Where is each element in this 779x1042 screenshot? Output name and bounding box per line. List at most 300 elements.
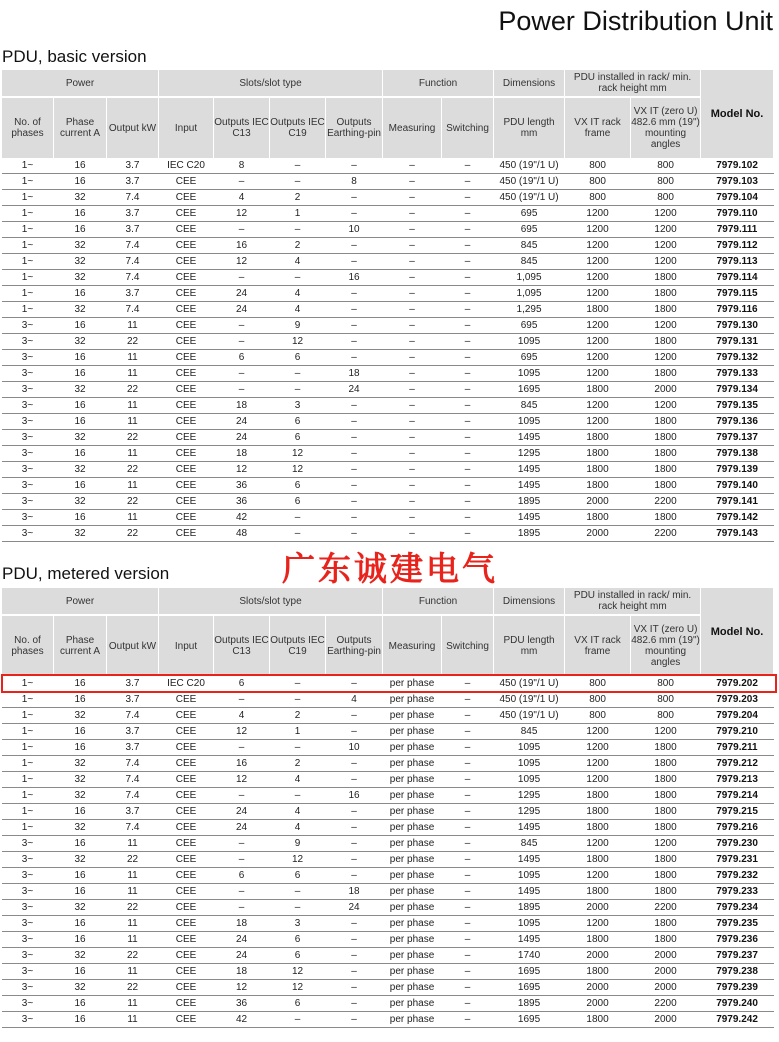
table-row xyxy=(2,174,774,190)
table-cell: 8 xyxy=(214,158,270,174)
model-number-cell: 7979.113 xyxy=(701,254,774,270)
table-cell: 1~ xyxy=(2,676,54,692)
table-cell: CEE xyxy=(159,900,214,916)
table-cell: – xyxy=(326,302,383,318)
vx-zero-column-header: VX IT (zero U) 482.6 mm (19") mounting angles xyxy=(631,615,701,676)
table-cell: – xyxy=(442,932,494,948)
table-cell: – xyxy=(383,238,442,254)
table-cell: – xyxy=(326,494,383,510)
table-cell: – xyxy=(270,510,326,526)
table-cell: 695 xyxy=(494,206,565,222)
table-cell: 24 xyxy=(214,414,270,430)
table-cell: 2000 xyxy=(631,382,701,398)
table-cell: – xyxy=(214,270,270,286)
table-cell: 32 xyxy=(54,772,107,788)
table-cell: 3~ xyxy=(2,430,54,446)
table-cell: 16 xyxy=(54,286,107,302)
table-row xyxy=(2,804,774,820)
table-cell: 1200 xyxy=(565,868,631,884)
table-cell: 1200 xyxy=(565,772,631,788)
rack-group-header: PDU installed in rack/ min. rack height mm xyxy=(565,588,701,615)
table-cell: – xyxy=(442,510,494,526)
table-cell: CEE xyxy=(159,884,214,900)
model-number-cell: 7979.143 xyxy=(701,526,774,542)
table-cell: CEE xyxy=(159,286,214,302)
table-cell: 1800 xyxy=(565,1012,631,1028)
table-cell: – xyxy=(383,446,442,462)
table-cell: CEE xyxy=(159,478,214,494)
table-cell: 4 xyxy=(270,286,326,302)
table-cell: 1200 xyxy=(631,350,701,366)
table-cell: 16 xyxy=(54,932,107,948)
table-cell: – xyxy=(214,366,270,382)
table-cell: 1200 xyxy=(565,254,631,270)
model-number-cell: 7979.216 xyxy=(701,820,774,836)
table-cell: CEE xyxy=(159,868,214,884)
model-number-cell: 7979.210 xyxy=(701,724,774,740)
table-cell: 16 xyxy=(54,222,107,238)
table-cell: 800 xyxy=(565,676,631,692)
table-cell: 1800 xyxy=(565,788,631,804)
table-cell: 11 xyxy=(107,350,159,366)
table-cell: 1~ xyxy=(2,820,54,836)
table-cell: – xyxy=(442,740,494,756)
metered-version-table xyxy=(1,588,774,1028)
table-cell: CEE xyxy=(159,238,214,254)
table-cell: – xyxy=(442,318,494,334)
table-cell: – xyxy=(326,478,383,494)
table-cell: per phase xyxy=(383,852,442,868)
table-cell: 800 xyxy=(631,676,701,692)
table-cell: 12 xyxy=(214,772,270,788)
table-row xyxy=(2,836,774,852)
table-cell: CEE xyxy=(159,772,214,788)
table-cell: 3 xyxy=(270,916,326,932)
table-cell: 12 xyxy=(270,334,326,350)
table-cell: 22 xyxy=(107,852,159,868)
power-group-header: Power xyxy=(2,70,159,97)
table-cell: 1,095 xyxy=(494,270,565,286)
table-cell: CEE xyxy=(159,366,214,382)
power-group-header: Power xyxy=(2,588,159,615)
table-cell: 18 xyxy=(326,884,383,900)
output-column-header: Output kW xyxy=(107,615,159,676)
table-cell: 3~ xyxy=(2,900,54,916)
model-number-cell: 7979.238 xyxy=(701,964,774,980)
table-cell: 3~ xyxy=(2,462,54,478)
table-cell: 16 xyxy=(54,510,107,526)
table-cell: 32 xyxy=(54,708,107,724)
table-cell: – xyxy=(442,772,494,788)
table-cell: 450 (19"/1 U) xyxy=(494,692,565,708)
table-cell: – xyxy=(442,756,494,772)
model-number-cell: 7979.103 xyxy=(701,174,774,190)
table-cell: 16 xyxy=(54,318,107,334)
table-cell: – xyxy=(326,238,383,254)
table-cell: 1200 xyxy=(565,724,631,740)
table-cell: CEE xyxy=(159,382,214,398)
model-number-cell: 7979.231 xyxy=(701,852,774,868)
table-cell: 11 xyxy=(107,478,159,494)
document-title: Power Distribution Unit xyxy=(498,6,773,36)
model-number-cell: 7979.133 xyxy=(701,366,774,382)
table-cell: 11 xyxy=(107,884,159,900)
table-row xyxy=(2,398,774,414)
table-cell: CEE xyxy=(159,916,214,932)
table-cell: 11 xyxy=(107,916,159,932)
model-number-cell: 7979.239 xyxy=(701,980,774,996)
table-cell: 24 xyxy=(214,302,270,318)
table-cell: – xyxy=(326,916,383,932)
table-cell: – xyxy=(326,206,383,222)
table-cell: 1~ xyxy=(2,724,54,740)
table-cell: IEC C20 xyxy=(159,676,214,692)
table-row xyxy=(2,494,774,510)
table-cell: 11 xyxy=(107,932,159,948)
table-cell: per phase xyxy=(383,932,442,948)
table-cell: – xyxy=(270,788,326,804)
table-cell: 695 xyxy=(494,222,565,238)
table-cell: 2200 xyxy=(631,494,701,510)
table-cell: 450 (19"/1 U) xyxy=(494,676,565,692)
table-cell: 1800 xyxy=(565,852,631,868)
table-cell: 1495 xyxy=(494,462,565,478)
table-cell: 32 xyxy=(54,254,107,270)
table-row xyxy=(2,430,774,446)
model-number-cell: 7979.237 xyxy=(701,948,774,964)
table-cell: – xyxy=(326,350,383,366)
table-cell: 1895 xyxy=(494,526,565,542)
table-cell: – xyxy=(442,174,494,190)
table-cell: per phase xyxy=(383,724,442,740)
table-cell: CEE xyxy=(159,222,214,238)
table-cell: CEE xyxy=(159,206,214,222)
table-cell: 1~ xyxy=(2,174,54,190)
table-cell: 1200 xyxy=(565,398,631,414)
table-cell: CEE xyxy=(159,302,214,318)
table-cell: 3.7 xyxy=(107,174,159,190)
table-row xyxy=(2,414,774,430)
table-cell: 2000 xyxy=(565,996,631,1012)
measuring-column-header: Measuring xyxy=(383,615,442,676)
table-cell: 16 xyxy=(54,916,107,932)
table-cell: 6 xyxy=(270,996,326,1012)
table-cell: 12 xyxy=(214,980,270,996)
table-cell: – xyxy=(442,254,494,270)
table-cell: – xyxy=(442,350,494,366)
table-cell: – xyxy=(442,724,494,740)
table-cell: 1200 xyxy=(565,740,631,756)
table-cell: 845 xyxy=(494,724,565,740)
table-cell: – xyxy=(326,772,383,788)
table-cell: – xyxy=(214,382,270,398)
table-cell: 1~ xyxy=(2,772,54,788)
table-cell: 1800 xyxy=(565,302,631,318)
table-cell: 2 xyxy=(270,708,326,724)
table-cell: – xyxy=(442,676,494,692)
table-cell: CEE xyxy=(159,398,214,414)
table-cell: 1295 xyxy=(494,788,565,804)
model-number-cell: 7979.204 xyxy=(701,708,774,724)
table-cell: 16 xyxy=(54,676,107,692)
table-cell: 1200 xyxy=(565,318,631,334)
table-cell: 695 xyxy=(494,318,565,334)
table-cell: – xyxy=(442,708,494,724)
table-cell: 2000 xyxy=(565,980,631,996)
table-cell: – xyxy=(214,852,270,868)
table-cell: 9 xyxy=(270,836,326,852)
table-row xyxy=(2,788,774,804)
table-cell: – xyxy=(326,254,383,270)
table-cell: CEE xyxy=(159,788,214,804)
table-cell: – xyxy=(383,222,442,238)
table-cell: 3.7 xyxy=(107,286,159,302)
table-cell: – xyxy=(442,414,494,430)
model-number-cell: 7979.134 xyxy=(701,382,774,398)
table-cell: 2000 xyxy=(631,964,701,980)
table-cell: 11 xyxy=(107,964,159,980)
table-cell: 24 xyxy=(326,382,383,398)
table-row xyxy=(2,996,774,1012)
table-cell: CEE xyxy=(159,964,214,980)
table-cell: 1~ xyxy=(2,804,54,820)
vx-frame-column-header: VX IT rack frame xyxy=(565,97,631,158)
table-cell: – xyxy=(383,254,442,270)
table-cell: – xyxy=(442,430,494,446)
table-cell: 3~ xyxy=(2,1012,54,1028)
table-cell: 2200 xyxy=(631,526,701,542)
table-cell: 32 xyxy=(54,526,107,542)
table-cell: – xyxy=(214,174,270,190)
table-cell: per phase xyxy=(383,1012,442,1028)
table-cell: 12 xyxy=(270,964,326,980)
table-cell: 12 xyxy=(214,254,270,270)
table-cell: CEE xyxy=(159,270,214,286)
table-cell: – xyxy=(326,836,383,852)
table-cell: 12 xyxy=(270,462,326,478)
table-cell: 16 xyxy=(54,478,107,494)
table-cell: 1200 xyxy=(565,350,631,366)
table-cell: 16 xyxy=(54,174,107,190)
table-cell: 800 xyxy=(565,174,631,190)
table-cell: per phase xyxy=(383,868,442,884)
model-number-cell: 7979.236 xyxy=(701,932,774,948)
table-cell: 16 xyxy=(54,868,107,884)
table-cell: 4 xyxy=(214,708,270,724)
table-cell: – xyxy=(270,382,326,398)
table-cell: 2000 xyxy=(565,948,631,964)
table-cell: CEE xyxy=(159,852,214,868)
model-number-cell: 7979.138 xyxy=(701,446,774,462)
table-cell: 1~ xyxy=(2,692,54,708)
model-number-cell: 7979.215 xyxy=(701,804,774,820)
table-row xyxy=(2,222,774,238)
table-cell: 845 xyxy=(494,398,565,414)
table-cell: 800 xyxy=(631,708,701,724)
table-cell: 1~ xyxy=(2,740,54,756)
table-cell: – xyxy=(270,158,326,174)
table-cell: 7.4 xyxy=(107,254,159,270)
table-cell: 450 (19"/1 U) xyxy=(494,190,565,206)
table-cell: 42 xyxy=(214,1012,270,1028)
table-cell: 24 xyxy=(214,286,270,302)
table-cell: 4 xyxy=(270,820,326,836)
table-cell: per phase xyxy=(383,820,442,836)
table-cell: – xyxy=(442,462,494,478)
table-cell: per phase xyxy=(383,676,442,692)
table-cell: 6 xyxy=(270,478,326,494)
table-cell: 32 xyxy=(54,756,107,772)
switching-column-header: Switching xyxy=(442,97,494,158)
table-cell: 1200 xyxy=(565,366,631,382)
table-cell: CEE xyxy=(159,494,214,510)
table-cell: – xyxy=(442,788,494,804)
table-cell: 6 xyxy=(270,430,326,446)
table-cell: – xyxy=(442,884,494,900)
model-number-cell: 7979.142 xyxy=(701,510,774,526)
table-cell: – xyxy=(270,884,326,900)
table-row xyxy=(2,318,774,334)
table-cell: CEE xyxy=(159,526,214,542)
table-cell: 22 xyxy=(107,526,159,542)
table-cell: 1800 xyxy=(631,286,701,302)
table-cell: – xyxy=(270,1012,326,1028)
table-cell: CEE xyxy=(159,462,214,478)
table-cell: 1800 xyxy=(565,510,631,526)
table-cell: 845 xyxy=(494,254,565,270)
table-cell: – xyxy=(442,980,494,996)
model-number-cell: 7979.242 xyxy=(701,1012,774,1028)
metered-section-title: PDU, metered version xyxy=(2,564,170,583)
table-cell: – xyxy=(442,446,494,462)
table-cell: 3~ xyxy=(2,852,54,868)
table-cell: CEE xyxy=(159,996,214,1012)
table-cell: 3~ xyxy=(2,350,54,366)
table-cell: – xyxy=(214,836,270,852)
table-row xyxy=(2,206,774,222)
table-cell: 450 (19"/1 U) xyxy=(494,708,565,724)
table-cell: – xyxy=(442,804,494,820)
table-cell: 3~ xyxy=(2,414,54,430)
table-cell: – xyxy=(326,820,383,836)
table-cell: 1800 xyxy=(631,334,701,350)
table-cell: 4 xyxy=(326,692,383,708)
table-row xyxy=(2,900,774,916)
table-cell: 3.7 xyxy=(107,158,159,174)
phases-column-header: No. of phases xyxy=(2,97,54,158)
table-cell: 1740 xyxy=(494,948,565,964)
table-cell: 1~ xyxy=(2,158,54,174)
table-cell: per phase xyxy=(383,948,442,964)
table-cell: – xyxy=(442,222,494,238)
table-cell: CEE xyxy=(159,1012,214,1028)
table-cell: – xyxy=(442,334,494,350)
table-cell: – xyxy=(383,478,442,494)
table-cell: 1800 xyxy=(565,884,631,900)
earthing-column-header: Outputs Earthing-pin xyxy=(326,615,383,676)
table-cell: 1~ xyxy=(2,302,54,318)
table-cell: 1895 xyxy=(494,900,565,916)
table-cell: 7.4 xyxy=(107,788,159,804)
table-cell: 2000 xyxy=(631,980,701,996)
table-cell: – xyxy=(442,1012,494,1028)
table-cell: 1800 xyxy=(631,446,701,462)
table-row xyxy=(2,852,774,868)
table-cell: 3~ xyxy=(2,494,54,510)
table-cell: – xyxy=(214,884,270,900)
table-cell: 1800 xyxy=(565,478,631,494)
table-cell: 1495 xyxy=(494,884,565,900)
table-cell: – xyxy=(442,900,494,916)
table-cell: 16 xyxy=(54,996,107,1012)
table-cell: 1895 xyxy=(494,494,565,510)
table-cell: 4 xyxy=(270,302,326,318)
table-cell: – xyxy=(442,270,494,286)
table-cell: CEE xyxy=(159,740,214,756)
table-cell: 3~ xyxy=(2,916,54,932)
table-cell: CEE xyxy=(159,836,214,852)
table-cell: – xyxy=(442,916,494,932)
table-cell: – xyxy=(326,964,383,980)
model-number-cell: 7979.139 xyxy=(701,462,774,478)
table-cell: – xyxy=(270,366,326,382)
table-cell: 1200 xyxy=(631,398,701,414)
table-cell: 36 xyxy=(214,478,270,494)
table-row xyxy=(2,446,774,462)
slots-group-header: Slots/slot type xyxy=(159,588,383,615)
table-cell: 1800 xyxy=(631,772,701,788)
table-cell: – xyxy=(326,510,383,526)
table-cell: – xyxy=(383,206,442,222)
model-number-cell: 7979.131 xyxy=(701,334,774,350)
table-row xyxy=(2,932,774,948)
table-cell: CEE xyxy=(159,430,214,446)
table-row xyxy=(2,478,774,494)
table-row xyxy=(2,158,774,174)
model-number-cell: 7979.202 xyxy=(701,676,774,692)
table-cell: 1800 xyxy=(631,932,701,948)
table-cell: 32 xyxy=(54,852,107,868)
table-cell: – xyxy=(383,494,442,510)
table-cell: 1200 xyxy=(631,724,701,740)
table-cell: 32 xyxy=(54,900,107,916)
table-cell: CEE xyxy=(159,174,214,190)
table-cell: 16 xyxy=(54,1012,107,1028)
table-row xyxy=(2,238,774,254)
table-cell: 1800 xyxy=(565,932,631,948)
table-cell: – xyxy=(442,836,494,852)
model-number-cell: 7979.102 xyxy=(701,158,774,174)
table-cell: 1~ xyxy=(2,708,54,724)
table-cell: 2000 xyxy=(565,526,631,542)
measuring-column-header: Measuring xyxy=(383,97,442,158)
table-cell: 24 xyxy=(214,820,270,836)
table-cell: 1095 xyxy=(494,414,565,430)
table-row xyxy=(2,964,774,980)
table-cell: CEE xyxy=(159,510,214,526)
table-cell: 2000 xyxy=(631,948,701,964)
table-cell: 1~ xyxy=(2,270,54,286)
table-cell: 2000 xyxy=(565,900,631,916)
table-cell: 22 xyxy=(107,980,159,996)
table-cell: 6 xyxy=(270,868,326,884)
model-number-cell: 7979.232 xyxy=(701,868,774,884)
slots-group-header: Slots/slot type xyxy=(159,70,383,97)
table-cell: 1200 xyxy=(565,334,631,350)
table-cell: 22 xyxy=(107,900,159,916)
table-cell: 1 xyxy=(270,206,326,222)
table-cell: 16 xyxy=(54,964,107,980)
